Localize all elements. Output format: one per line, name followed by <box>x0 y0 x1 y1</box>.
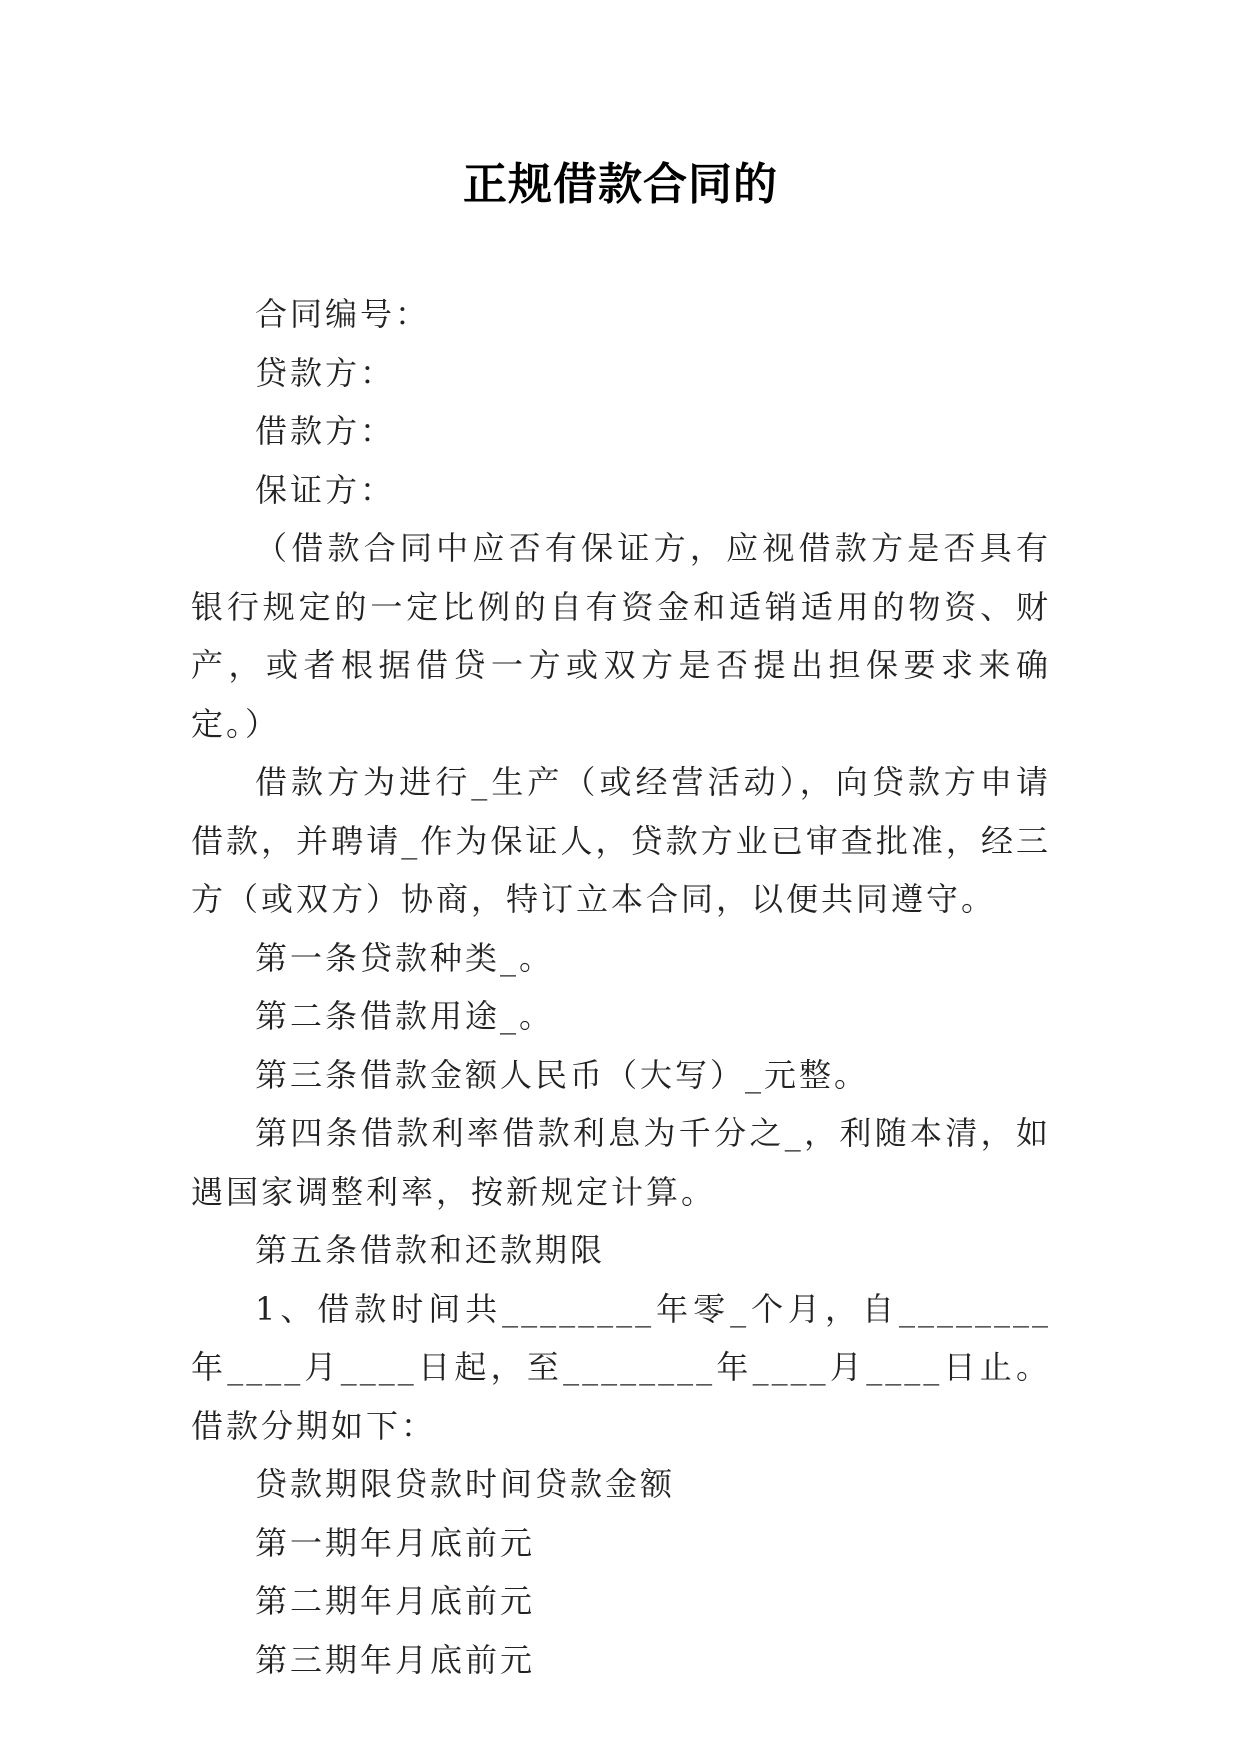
article-5-heading: 第五条借款和还款期限 <box>255 1231 606 1269</box>
guarantor-line: 保证方： <box>255 470 396 509</box>
contract-number-line: 合同编号： <box>255 295 431 333</box>
installment-row-3: 第三期年月底前元 <box>255 1640 536 1679</box>
article-3-loan-amount: 第三条借款金额人民币（大写）_元整。 <box>255 1055 870 1094</box>
document-title: 正规借款合同的 <box>463 159 778 210</box>
preamble-paragraph: 借款方为进行_生产（或经营活动），向贷款方申请借款，并聘请_作为保证人，贷款方业已审查批准，经三方（或双方）协商，特订立本合同，以便共同遵守。 <box>191 763 1051 918</box>
article-1-loan-type: 第一条贷款种类_。 <box>255 938 555 977</box>
installment-row-1: 第一期年月底前元 <box>255 1523 536 1562</box>
borrower-line: 借款方： <box>255 412 396 450</box>
document-body <box>191 285 1051 1689</box>
lender-line: 贷款方： <box>255 353 396 392</box>
installment-row-2: 第二期年月底前元 <box>255 1582 536 1620</box>
article-2-loan-purpose: 第二条借款用途_。 <box>255 997 555 1035</box>
article-5-clause-1: 1、借款时间共________年零_个月，自________年____月____日起，至________年____月____日止。借款分期如下： <box>191 1289 1051 1445</box>
article-4-interest-rate: 第四条借款利率借款利息为千分之_，利随本清，如遇国家调整利率，按新规定计算。 <box>191 1114 1051 1211</box>
installment-table-header: 贷款期限贷款时间贷款金额 <box>255 1465 676 1503</box>
guarantor-note-paragraph: （借款合同中应否有保证方，应视借款方是否具有银行规定的一定比例的自有资金和适销适用的物资、财产，或者根据借贷一方或双方是否提出担保要求来确定。） <box>191 529 1051 743</box>
